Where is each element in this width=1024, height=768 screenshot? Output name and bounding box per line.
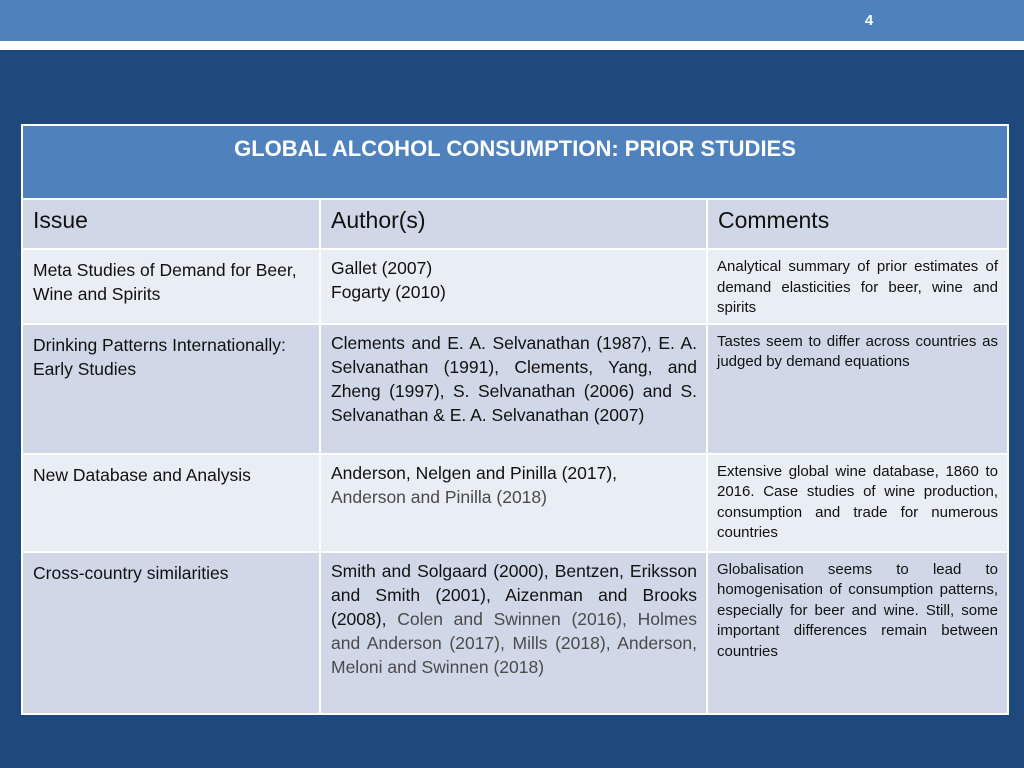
table-row [22,454,1008,552]
authors-cell [320,552,707,714]
author-line: Gallet (2007) [331,258,433,278]
issue-cell: Cross-country similarities [22,552,320,714]
table-title: GLOBAL ALCOHOL CONSUMPTION: PRIOR STUDIES [22,125,1008,199]
slide-number: 4 [864,12,874,29]
author-line: Fogarty (2010) [331,282,446,302]
comments-cell: Globalisation seems to lead to homogenisation of consumption patterns, especially for beer and wine. Still, some important differences remain between countries [707,552,1008,714]
issue-cell: Meta Studies of Demand for Beer, Wine and Spirits [22,249,320,324]
header-issue: Issue [22,199,320,249]
author-line: Anderson and Pinilla (2018) [331,486,547,507]
comments-cell: Tastes seem to differ across countries as judged by demand equations [707,324,1008,454]
comments-cell: Analytical summary of prior estimates of demand elasticities for beer, wine and spirits [707,249,1008,324]
author-line: Anderson, Nelgen and Pinilla (2017), [331,462,618,483]
author-text: Smith and Solgaard (2000), Bentzen, Eriksson and Smith (2001), Aizenman and Brooks (2008), [331,560,697,629]
header-authors: Author(s) [320,199,707,249]
issue-cell: New Database and Analysis [22,454,320,552]
authors-cell [320,454,707,552]
top-divider [0,41,1024,50]
table-row [22,249,1008,324]
header-comments: Comments [707,199,1008,249]
prior-studies-table [21,124,1009,715]
header-row [22,199,1008,249]
issue-cell: Drinking Patterns Internationally: Early Studies [22,324,320,454]
table-row [22,324,1008,454]
comments-cell: Extensive global wine database, 1860 to 2016. Case studies of wine production, consumption and trade for numerous countries [707,454,1008,552]
authors-cell: Clements and E. A. Selvanathan (1987), E. A. Selvanathan (1991), Clements, Yang, and Zheng (1997), S. Selvanathan (2006) and S. Selvanathan & E. A. Selvanathan (2007) [320,324,707,454]
author-text: Colen and Swinnen (2016), Holmes and Anderson (2017), Mills (2018), Anderson, Meloni and Swinnen (2018) [331,608,697,677]
authors-cell [320,249,707,324]
table-row [22,552,1008,714]
